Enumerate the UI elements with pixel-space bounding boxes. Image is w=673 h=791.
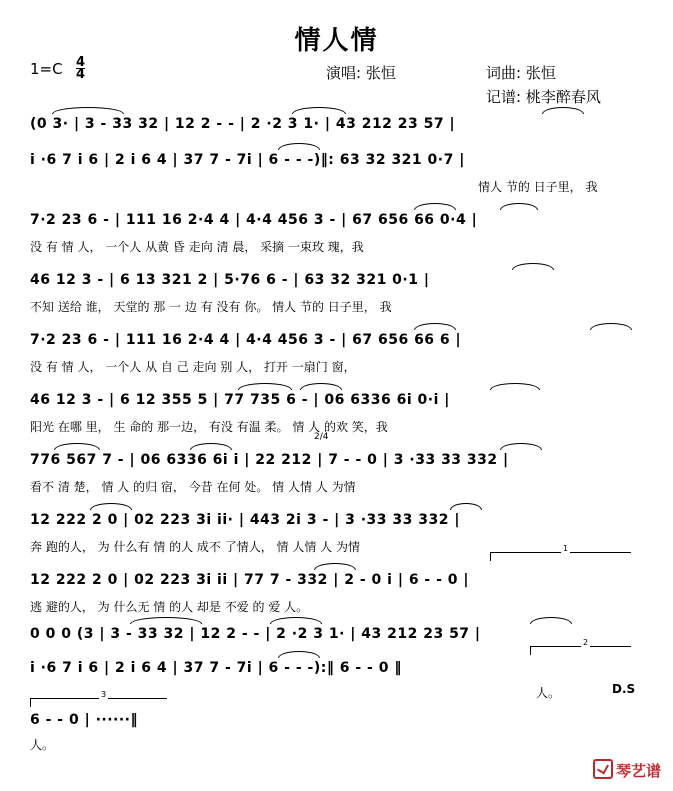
notes: 7·2 23 6 - | 111 16 2·4 4 | 4·4 456 3 - | 67 656 66 6 | bbox=[30, 332, 462, 348]
score-row-8 bbox=[30, 512, 640, 534]
lyrics-row-5: 没 有 情 人， 一个人 从 自 己 走向 别 人， 打开 一扇门 窗， bbox=[30, 360, 356, 374]
notes: i ·6 7 i 6 | 2 i 6 4 | 37 7 - 7i | 6 - - -)‖: 63 32 321 0·7 | bbox=[30, 152, 465, 168]
score-row-1 bbox=[30, 116, 640, 138]
notes: 7·2 23 6 - | 111 16 2·4 4 | 4·4 456 3 - | 67 656 66 0·4 | bbox=[30, 212, 478, 228]
key-signature: 1=C bbox=[30, 60, 63, 78]
volta-label: 2 bbox=[583, 638, 589, 647]
lyrics-row-8: 奔 跑的人， 为 什么有 情 的人 成不 了情人， 情 人情 人 为情 bbox=[30, 540, 360, 554]
transcriber: 记谱: 桃李醉春风 bbox=[486, 88, 601, 106]
volta-label: 1 bbox=[563, 544, 569, 553]
lyrics-row-12: 人。 bbox=[30, 738, 55, 752]
notes: i ·6 7 i 6 | 2 i 6 4 | 37 7 - 7i | 6 - - -):‖ 6 - - 0 ‖ bbox=[30, 660, 402, 676]
ds-marker: D.S bbox=[612, 682, 636, 696]
lyrics-row-9: 逃 避的人， 为 什么无 情 的人 却是 不爱 的 爱 人。 bbox=[30, 600, 309, 614]
score-row-5 bbox=[30, 332, 640, 354]
score-row-12 bbox=[30, 690, 640, 734]
score-row-4 bbox=[30, 272, 640, 294]
lyrics-row-2: 情人 节的 日子里， 我 bbox=[478, 180, 598, 194]
time-signature: 4 4 bbox=[76, 55, 86, 82]
notes: 6 - - 0 | ······‖ bbox=[30, 712, 138, 728]
score-row-11 bbox=[30, 638, 640, 682]
score-row-7 bbox=[30, 432, 640, 474]
score-row-2 bbox=[30, 152, 640, 174]
score-row-10 bbox=[30, 626, 640, 648]
notes: 0 0 0 (3 | 3 - 33 32 | 12 2 - - | 2 ·2 3 1· | 43 212 23 57 | bbox=[30, 626, 481, 642]
score-row-6 bbox=[30, 392, 640, 414]
notes: 776 567 7 - | 06 6336 6i i | 22 212 | 7 - - 0 | 3 ·33 33 332 | bbox=[30, 452, 509, 468]
lyrics-row-4: 不知 送给 谁， 天堂的 那 一 边 有 没有 你。 情人 节的 日子里， 我 bbox=[30, 300, 392, 314]
notes: 12 222 2 0 | 02 223 3i ii· | 443 2i 3 - | 3 ·33 33 332 | bbox=[30, 512, 460, 528]
time-change-marker: 2/4 bbox=[314, 432, 329, 442]
lyrics-row-6: 阳光 在哪 里， 生 命的 那一边， 有没 有温 柔。 情 人 的欢 笑，我 bbox=[30, 420, 388, 434]
lyrics-row-7: 看不 清 楚， 情 人 的归 宿， 今昔 在何 处。 情 人情 人 为情 bbox=[30, 480, 356, 494]
volta-label: 3 bbox=[101, 690, 107, 699]
notes: (0 3· | 3 - 33 32 | 12 2 - - | 2 ·2 3 1· | 43 212 23 57 | bbox=[30, 116, 456, 132]
lyrics-row-11: 人。 bbox=[536, 686, 561, 700]
site-logo: 琴艺谱 bbox=[593, 759, 661, 781]
lyrics-row-3: 没 有 情 人， 一个人 从黄 昏 走向 清 晨， 采摘 一束玫 瑰，我 bbox=[30, 240, 364, 254]
singer: 演唱: 张恒 bbox=[326, 64, 396, 82]
song-title: 情人情 bbox=[294, 26, 379, 56]
score-row-3 bbox=[30, 212, 640, 234]
notes: 46 12 3 - | 6 12 355 5 | 77 735 6 - | 06 6336 6i 0·i | bbox=[30, 392, 450, 408]
notes: 12 222 2 0 | 02 223 3i ii | 77 7 - 332 | 2 - 0 i | 6 - - 0 | bbox=[30, 572, 470, 588]
notes: 46 12 3 - | 6 13 321 2 | 5·76 6 - | 63 32 321 0·1 | bbox=[30, 272, 430, 288]
logo-icon bbox=[593, 759, 613, 779]
lyricist: 词曲: 张恒 bbox=[486, 64, 556, 82]
